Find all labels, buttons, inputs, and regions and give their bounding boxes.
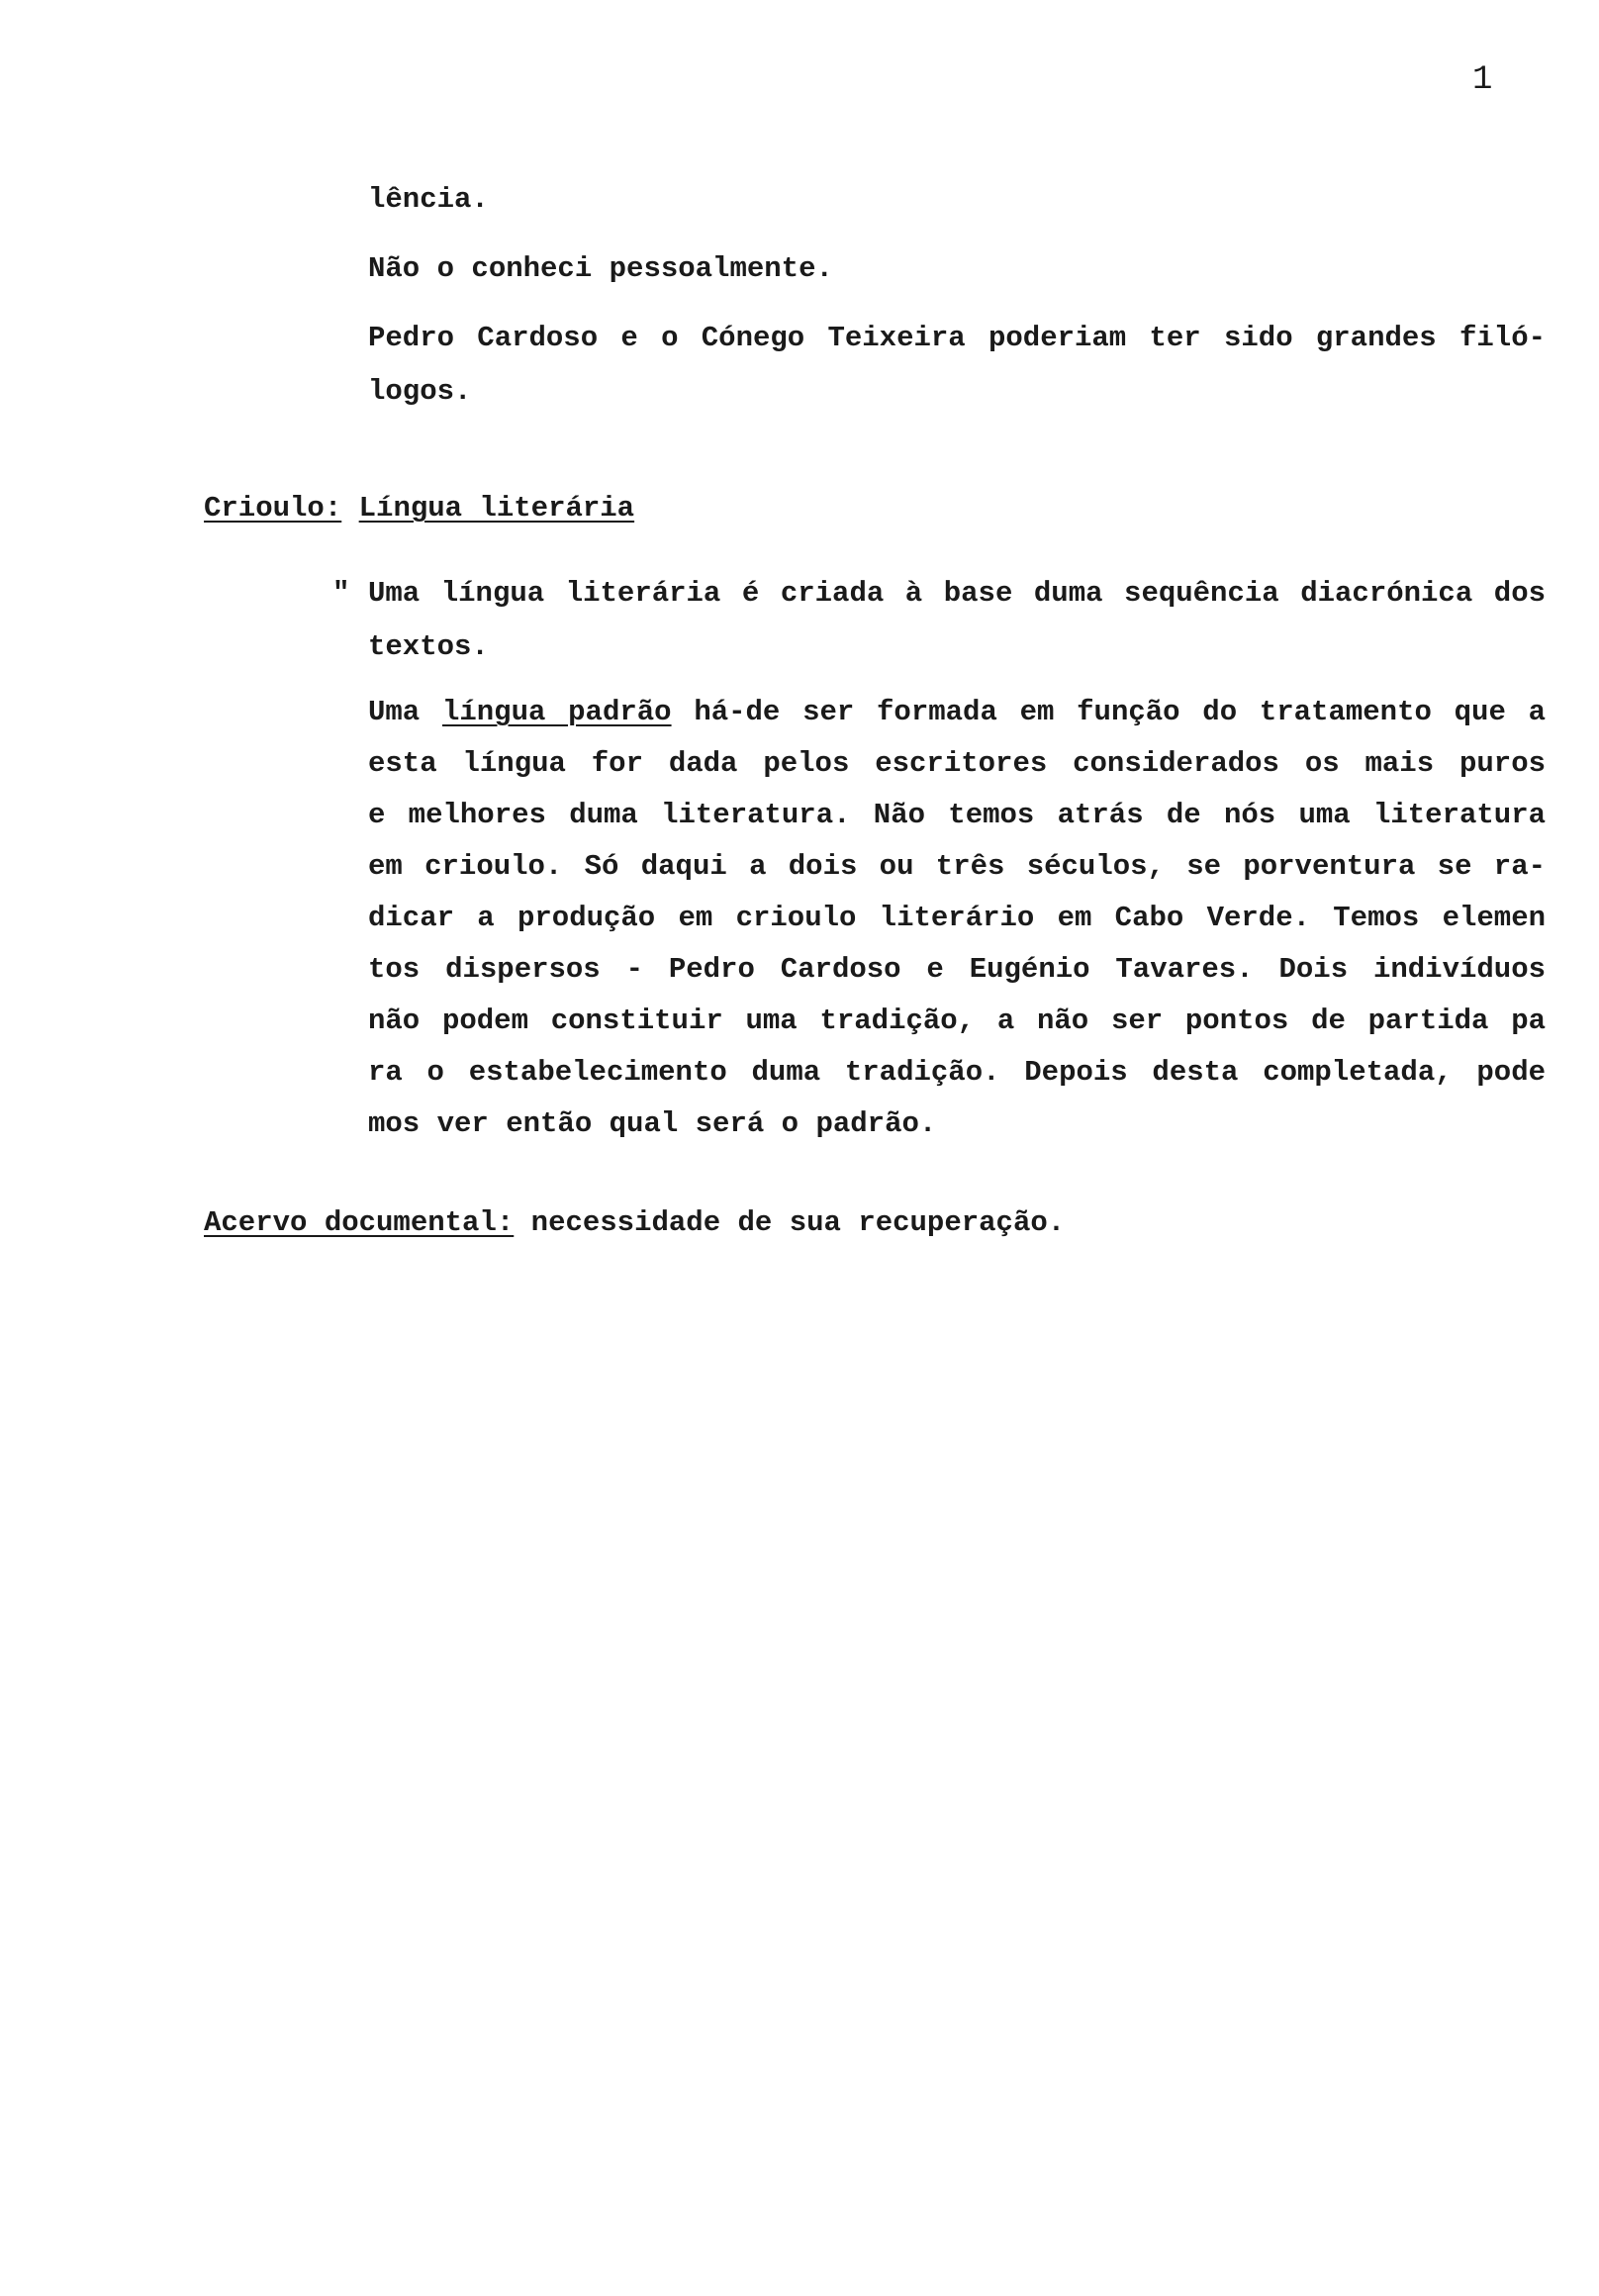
text-line: dicar a produção em crioulo literário em Cabo Verde. Temos elemen: [368, 902, 1546, 934]
quote-mark: ": [332, 577, 350, 610]
text-segment: necessidade de sua recuperação.: [530, 1206, 1066, 1239]
text-line: logos.: [368, 375, 472, 408]
text-line: e melhores duma literatura. Não temos atrás de nós uma literatura: [368, 799, 1546, 831]
section-label: Acervo documental:: [204, 1206, 515, 1239]
underlined-term: língua padrão: [441, 696, 672, 728]
text-line: [368, 695, 1546, 730]
text-line: em crioulo. Só daqui a dois ou três séculos, se porventura se ra-: [368, 850, 1546, 883]
text-line: tos dispersos - Pedro Cardoso e Eugénio Tavares. Dois indivíduos: [368, 953, 1546, 986]
text-line: lência.: [368, 183, 489, 216]
text-line: textos.: [368, 630, 489, 663]
text-segment: Uma: [368, 696, 421, 728]
section-title: Língua literária: [358, 492, 635, 525]
text-segment: há-de ser formada em função do tratamento que a: [694, 696, 1546, 728]
section-heading: [204, 491, 634, 526]
text-line: Pedro Cardoso e o Cónego Teixeira poderiam ter sido grandes filó-: [368, 322, 1546, 354]
text-line: esta língua for dada pelos escritores considerados os mais puros: [368, 747, 1546, 780]
text-line: não podem constituir uma tradição, a não ser pontos de partida pa: [368, 1004, 1546, 1037]
section-heading: [204, 1205, 1065, 1241]
text-line: ra o estabelecimento duma tradição. Depois desta completada, pode: [368, 1056, 1546, 1089]
section-label: Crioulo:: [204, 492, 342, 525]
text-line: Uma língua literária é criada à base duma sequência diacrónica dos: [368, 577, 1546, 610]
text-line: mos ver então qual será o padrão.: [368, 1107, 937, 1140]
page-number: 1: [1472, 61, 1493, 99]
text-line: Não o conheci pessoalmente.: [368, 252, 833, 285]
